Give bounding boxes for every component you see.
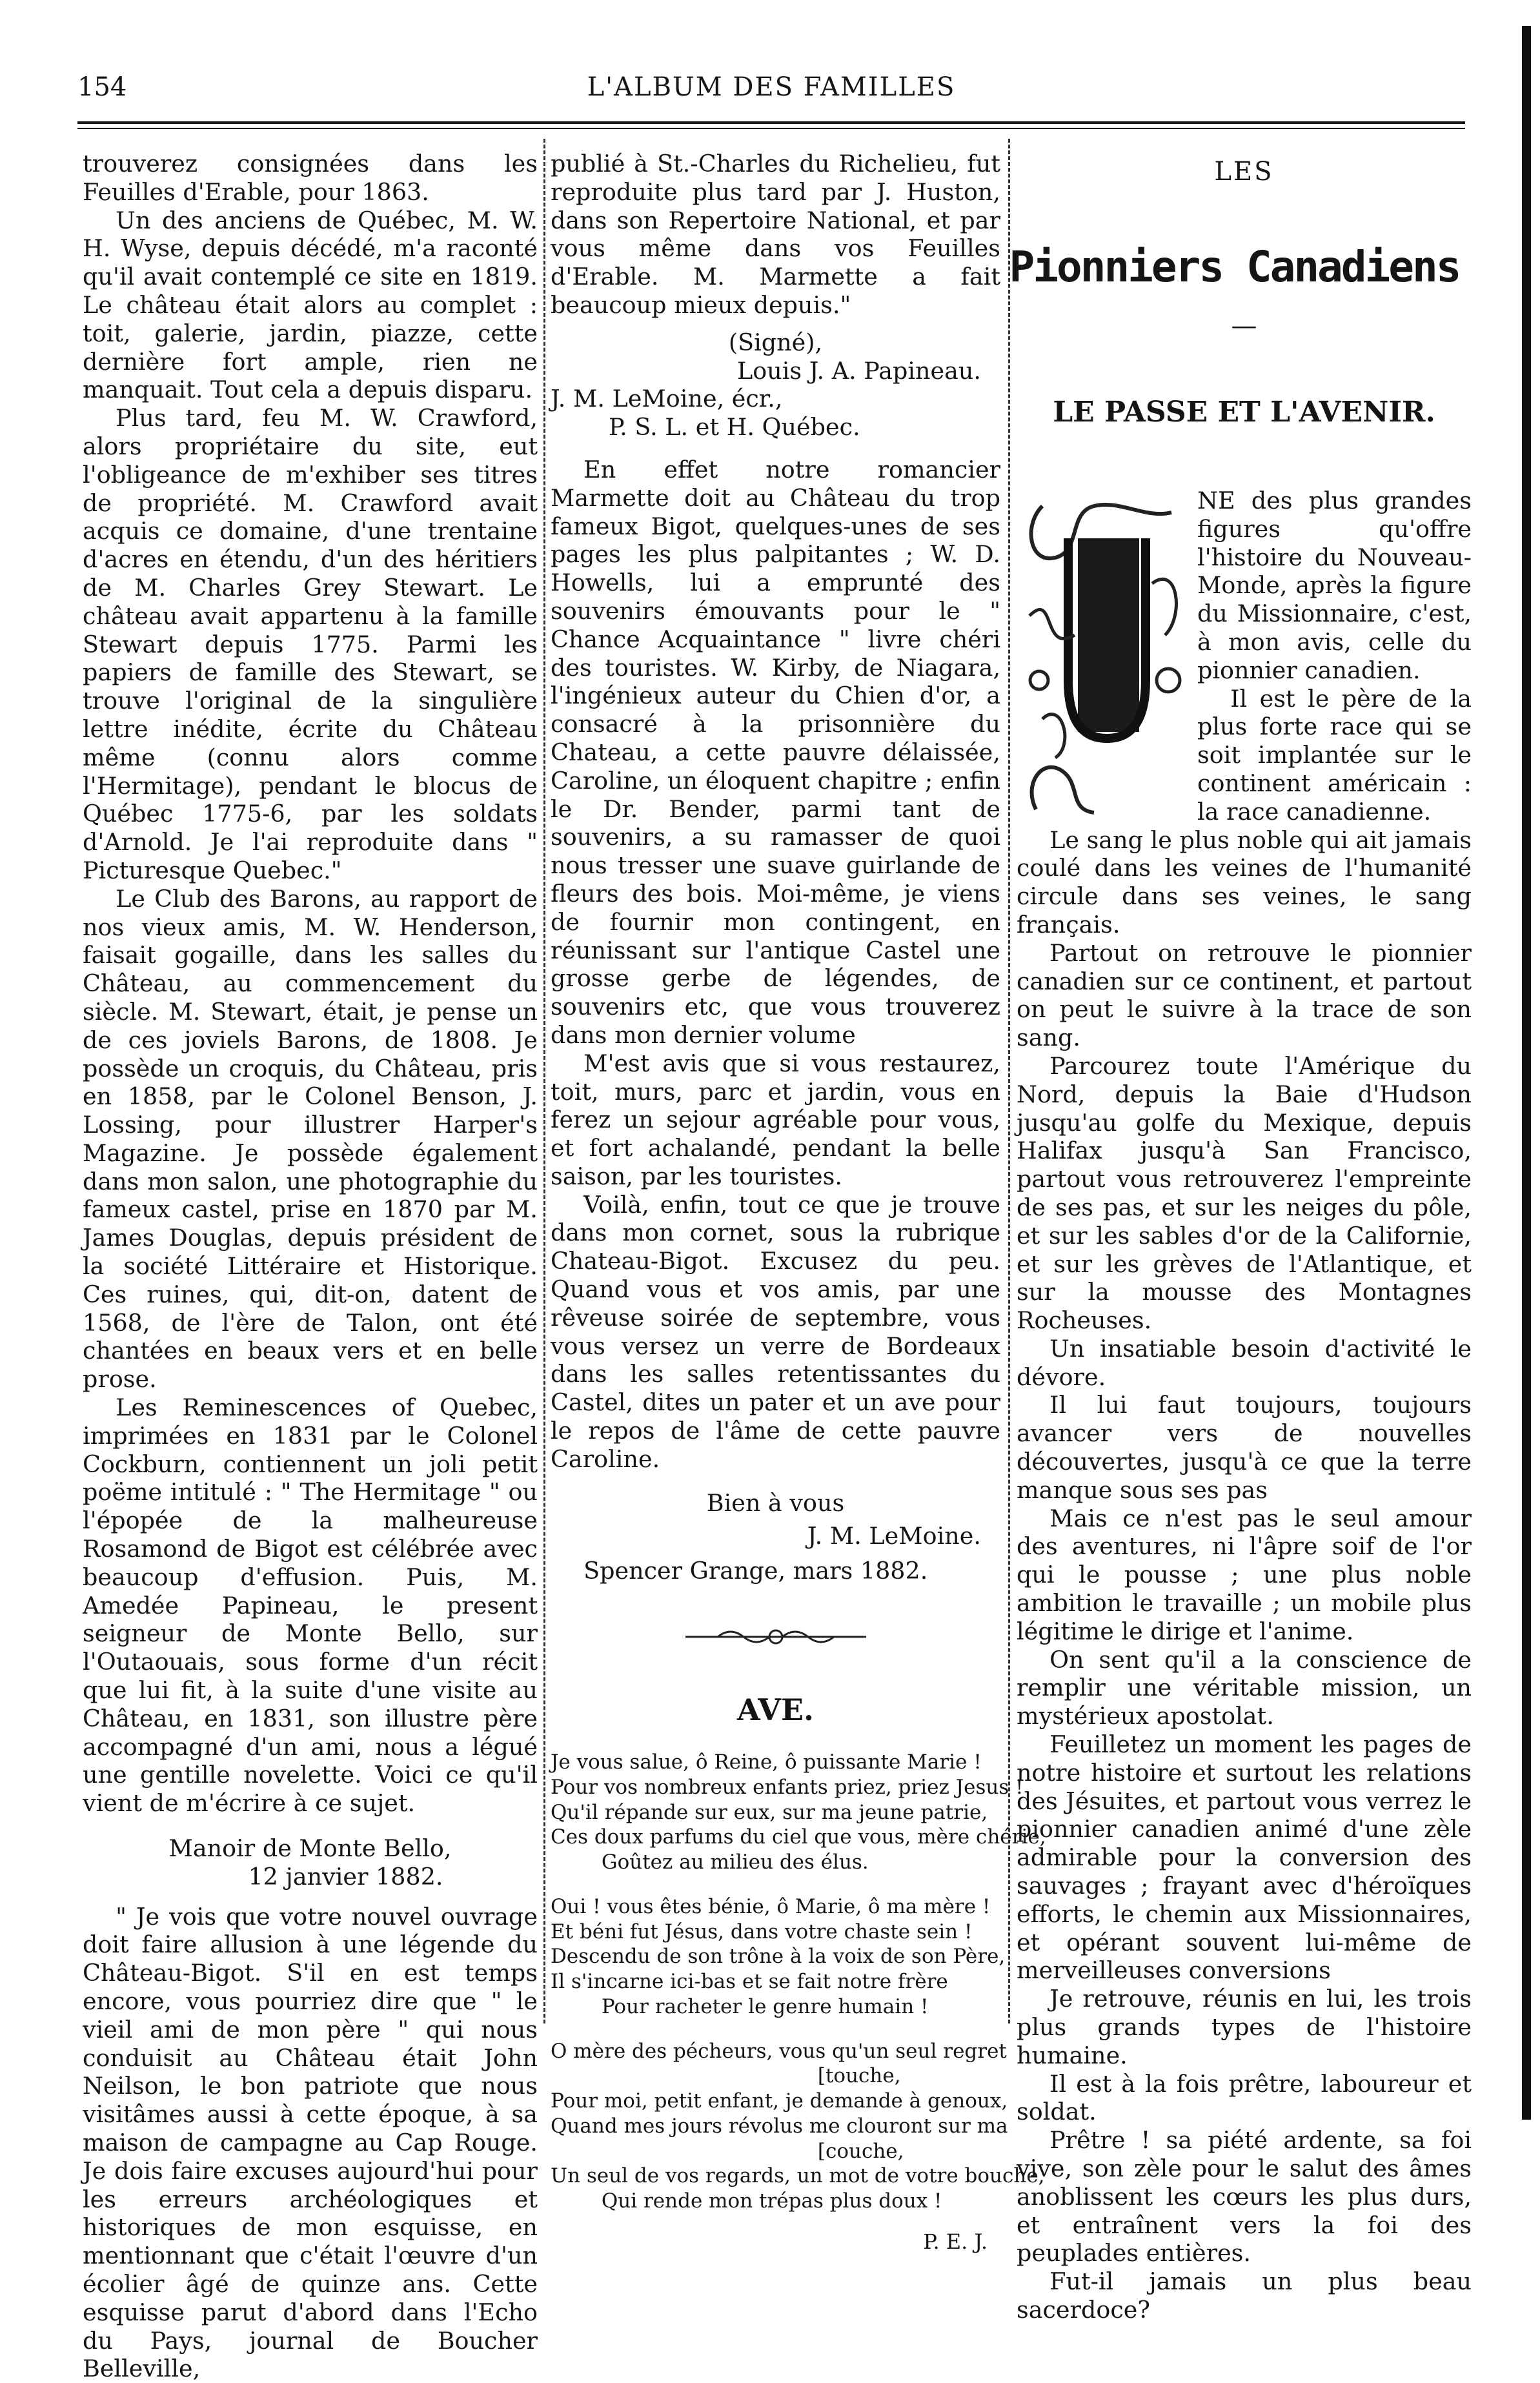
page-edge-bar xyxy=(1522,26,1531,2120)
running-header xyxy=(77,72,1465,111)
article-kicker: LES xyxy=(1214,157,1274,187)
letter-place: Manoir de Monte Bello, xyxy=(168,1834,452,1863)
decorative-initial-icon xyxy=(1017,487,1191,822)
col3-paragraph: On sent qu'il a la conscience de remplir une véritable mission, un mystérieux apostolat. xyxy=(1017,1645,1472,1730)
col3-paragraph: Feuilletez un moment les pages de notre histoire et surtout les relations des Jésuites, et partout vous verrez le pionnier canadien animé d'une zèle admirable pour la conversion des sauvages ; frayant avec d'héroïques efforts, le chemin aux Missionnaires, et opérant souvent lui-même de merveilleuses conversions xyxy=(1017,1730,1472,1985)
signature: J. M. LeMoine. xyxy=(807,1522,981,1550)
addressee-line: J. M. LeMoine, écr., xyxy=(551,385,783,413)
poem-line: Oui ! vous êtes bénie, ô Marie, ô ma mère ! xyxy=(551,1894,991,1918)
poem-line: Descendu de son trône à la voix de son Père, xyxy=(551,1945,1006,1969)
poem-line: O mère des pécheurs, vous qu'un seul regret xyxy=(551,2039,1007,2063)
col3-paragraph: Je retrouve, réunis en lui, les trois plus grands types de l'histoire humaine. xyxy=(1017,1985,1472,2069)
publication-title: L'ALBUM DES FAMILLES xyxy=(587,72,956,102)
col1-paragraph: " Je vois que votre nouvel ouvrage doit faire allusion à une légende du Château-Bigot. S'il en est temps encore, vous pourriez dire que " le vieil ami de mon père " qui nous conduisit au Château était John Neilson, le bon patriote que nous visitâmes aussi à cette époque, à sa maison de campagne au Cap Rouge. Je dois faire excuses aujourd'hui pour les erreurs archéologiques et historiques de mon esquisse, en mentionnant que c'était l'œuvre d'un écolier âgé de quinze ans. Cette esquisse parut d'abord dans l'Echo du Pays, journal de Boucher Belleville, xyxy=(83,1902,538,2383)
col1-paragraph: trouverez consignées dans les Feuilles d'Erable, pour 1863. xyxy=(83,150,538,206)
poem-title: AVE. xyxy=(736,1692,815,1727)
poem-line: Un seul de vos regards, un mot de votre bouche, xyxy=(551,2164,1045,2188)
col2-paragraph: M'est avis que si vous restaurez, toit, murs, parc et jardin, vous en ferez un sejour agréable pour vous, et fort achalandé, pendant la belle saison, par les touristes. xyxy=(551,1049,1000,1190)
col2-paragraph: En effet notre romancier Marmette doit au Château du trop fameux Bigot, quelques-unes de ses pages les plus palpitantes ; W. D. Howells, lui a emprunté des souvenirs émouvants pour le " Chance Acquaintance " livre chéri des touristes. W. Kirby, de Niagara, l'ingénieux auteur du Chien d'or, a consacré à la prisonnière du Chateau, a cette pauvre délaissée, Caroline, un éloquent chapitre ; enfin le Dr. Bender, parmi tant de souvenirs, a su ramasser de quoi nous tresser une suave guirlande de fleurs des bois. Moi-même, je viens de fournir mon contingent, en réunissant sur l'antique Castel une grosse gerbe de légendes, de souvenirs etc, que vous trouverez dans mon dernier volume xyxy=(551,455,1000,1049)
addressee-line: P. S. L. et H. Québec. xyxy=(609,413,860,441)
poem-line: Quand mes jours révolus me clouront sur ma xyxy=(551,2114,1008,2138)
col3-paragraph: Un insatiable besoin d'activité le dévore. xyxy=(1017,1334,1472,1391)
col3-paragraph: Prêtre ! sa piété ardente, sa foi vive, son zèle pour le salut des âmes anoblissent les cœurs les plus durs, et entraînent vers la foi des peuplades entières. xyxy=(1017,2126,1472,2267)
poem-line: Il s'incarne ici-bas et se fait notre frère xyxy=(551,1970,948,1994)
poem-signature: P. E. J. xyxy=(923,2229,988,2254)
poem-line: Goûtez au milieu des élus. xyxy=(551,1851,869,1874)
column-3 xyxy=(1009,150,1472,2324)
col2-paragraph: Voilà, enfin, tout ce que je trouve dans mon cornet, sous la rubrique Chateau-Bigot. Excusez du peu. Quand vous et vos amis, par une rêveuse soirée de septembre, vous vous versez un verre de Bordeaux dans les salles retentissantes du Castel, dites un pater et un ave pour le repos de l'âme de cette pauvre Caroline. xyxy=(551,1190,1000,1473)
poem-line: Je vous salue, ô Reine, ô puissante Marie ! xyxy=(551,1750,982,1774)
stanza-gap xyxy=(551,1875,1000,1894)
header-rule-top xyxy=(77,121,1465,124)
poem-line: Pour vos nombreux enfants priez, priez Jesus ! xyxy=(551,1775,1024,1799)
poem-line: [touche, xyxy=(551,2064,901,2088)
poem-line: Ces doux parfums du ciel que vous, mère chérie, xyxy=(551,1825,1046,1849)
letter-date: 12 janvier 1882. xyxy=(248,1862,443,1891)
poem-line: [couche, xyxy=(551,2139,904,2163)
poem-line: Pour moi, petit enfant, je demande à genoux, xyxy=(551,2089,1008,2113)
col1-paragraph: Les Reminescences of Quebec, imprimées en 1831 par le Colonel Cockburn, contiennent un joli petit poëme intitulé : " The Hermitage " ou l'épopée de la malheureuse Rosamond de Bigot est célébrée avec beaucoup d'effusion. Puis, M. Amedée Papineau, le present seigneur de Monte Bello, sur l'Outaouais, sous forme d'un récit que lui fit, à la suite d'une visite au Château, en 1831, son illustre père accompagné d'un ami, nous a légué une gentille novelette. Voici ce qu'il vient de m'écrire à ce sujet. xyxy=(83,1394,538,1818)
article-subtitle: LE PASSE ET L'AVENIR. xyxy=(1053,396,1435,429)
col1-paragraph: Le Club des Barons, au rapport de nos vieux amis, M. W. Henderson, faisait gogaille, dans les salles du Château, au commencement du siècle. M. Stewart, était, je pense un de ces joviels Barons, de 1808. Je possède un croquis, du Château, pris en 1858, par le Colonel Benson, J. Lossing, pour illustrer Harper's Magazine. Je possède également dans mon salon, une photographie du fameux castel, prise en 1870 par M. James Douglas, depuis président de la société Littéraire et Historique. Ces ruines, qui, dit-on, datent de 1568, de l'ère de Talon, ont été chantées en beaux vers et en belle prose. xyxy=(83,884,538,1394)
poem-line: Qu'il répande sur eux, sur ma jeune patrie, xyxy=(551,1800,988,1824)
poem xyxy=(551,1750,1046,2214)
col3-paragraph: NE des plus grandes figures qu'offre l'histoire du Nouveau-Monde, après la figure du Missionnaire, c'est, à mon avis, celle du pionnier canadien. xyxy=(1197,486,1472,684)
column-divider-right xyxy=(1008,139,1010,2023)
poem-line: Pour racheter le genre humain ! xyxy=(551,1994,929,2018)
signer-name: Louis J. A. Papineau. xyxy=(737,356,981,385)
column-2 xyxy=(551,150,1046,2254)
col3-paragraph: Mais ce n'est pas le seul amour des aventures, ni l'âpre soif de l'or qui le pousse ; une plus noble ambition le travaille ; un mobile plus légitime le dirige et l'anime. xyxy=(1017,1504,1472,1645)
stanza-gap xyxy=(551,2020,1000,2039)
col3-paragraph: Le sang le plus noble qui ait jamais coulé dans les veines de l'humanité circule dans ses veines, le sang français. xyxy=(1017,826,1472,938)
place-date: Spencer Grange, mars 1882. xyxy=(583,1557,928,1585)
page-number: 154 xyxy=(77,72,127,102)
col3-paragraph: Il est à la fois prêtre, laboureur et soldat. xyxy=(1017,2069,1472,2126)
col1-paragraph: Un des anciens de Québec, M. W. H. Wyse, depuis décédé, m'a raconté qu'il avait contemplé ce site en 1819. Le château était alors au complet : toit, galerie, jardin, piazze, cette dernière fort ample, rien ne manquait. Tout cela a depuis disparu. xyxy=(83,206,538,404)
closing: Bien à vous xyxy=(706,1488,845,1517)
column-1 xyxy=(83,150,538,2383)
poem-line: Qui rende mon trépas plus doux ! xyxy=(551,2189,942,2213)
col3-paragraph: Il lui faut toujours, toujours avancer vers de nouvelles découvertes, jusqu'à ce que la terre manque sous ses pas xyxy=(1017,1391,1472,1504)
poem-line: Et béni fut Jésus, dans votre chaste sein ! xyxy=(551,1920,973,1943)
col3-paragraph: Parcourez toute l'Amérique du Nord, depuis la Baie d'Hudson jusqu'au golfe du Mexique, depuis Halifax jusqu'à San Francisco, partout vous retrouverez l'empreinte de ses pas, et sur les neiges du pôle, et sur les sables d'or de la Californie, et sur les grèves de l'Atlantique, et sur la mousse des Montagnes Rocheuses. xyxy=(1017,1051,1472,1335)
ornamental-divider xyxy=(551,1625,1000,1655)
col3-paragraph: Il est le père de la plus forte race qui se soit implantée sur le continent américain : la race canadienne. xyxy=(1197,684,1472,826)
column-divider-left xyxy=(543,139,545,2023)
col3-paragraph: Partout on retrouve le pionnier canadien sur ce continent, et partout on peut le suivre à la trace de son sang. xyxy=(1017,938,1472,1052)
col2-paragraph: publié à St.-Charles du Richelieu, fut reproduite plus tard par J. Huston, dans son Repertoire National, et par vous même dans vos Feuilles d'Erable. M. Marmette a fait beaucoup mieux depuis." xyxy=(551,150,1000,319)
header-rule-bottom xyxy=(77,128,1465,129)
article-title: Pionniers Canadiens xyxy=(1009,242,1460,292)
col3-paragraph: Fut-il jamais un plus beau sacerdoce? xyxy=(1017,2267,1472,2324)
title-dash: — xyxy=(1231,311,1257,341)
col1-paragraph: Plus tard, feu M. W. Crawford, alors propriétaire du site, eut l'obligeance de m'exhiber ses titres de propriété. M. Crawford avait acquis ce domaine, d'une trentaine d'acres en étendu, d'un des héritiers de M. Charles Grey Stewart. Le château avait appartenu à la famille Stewart depuis 1775. Parmi les papiers de famille des Stewart, se trouve l'original de la singulière lettre inédite, écrite du Château même (connu alors comme l'Hermitage), pendant le blocus de Québec 1775-6, par les soldats d'Arnold. Je l'ai reproduite dans " Picturesque Quebec." xyxy=(83,404,538,884)
signed-label: (Signé), xyxy=(728,328,823,356)
